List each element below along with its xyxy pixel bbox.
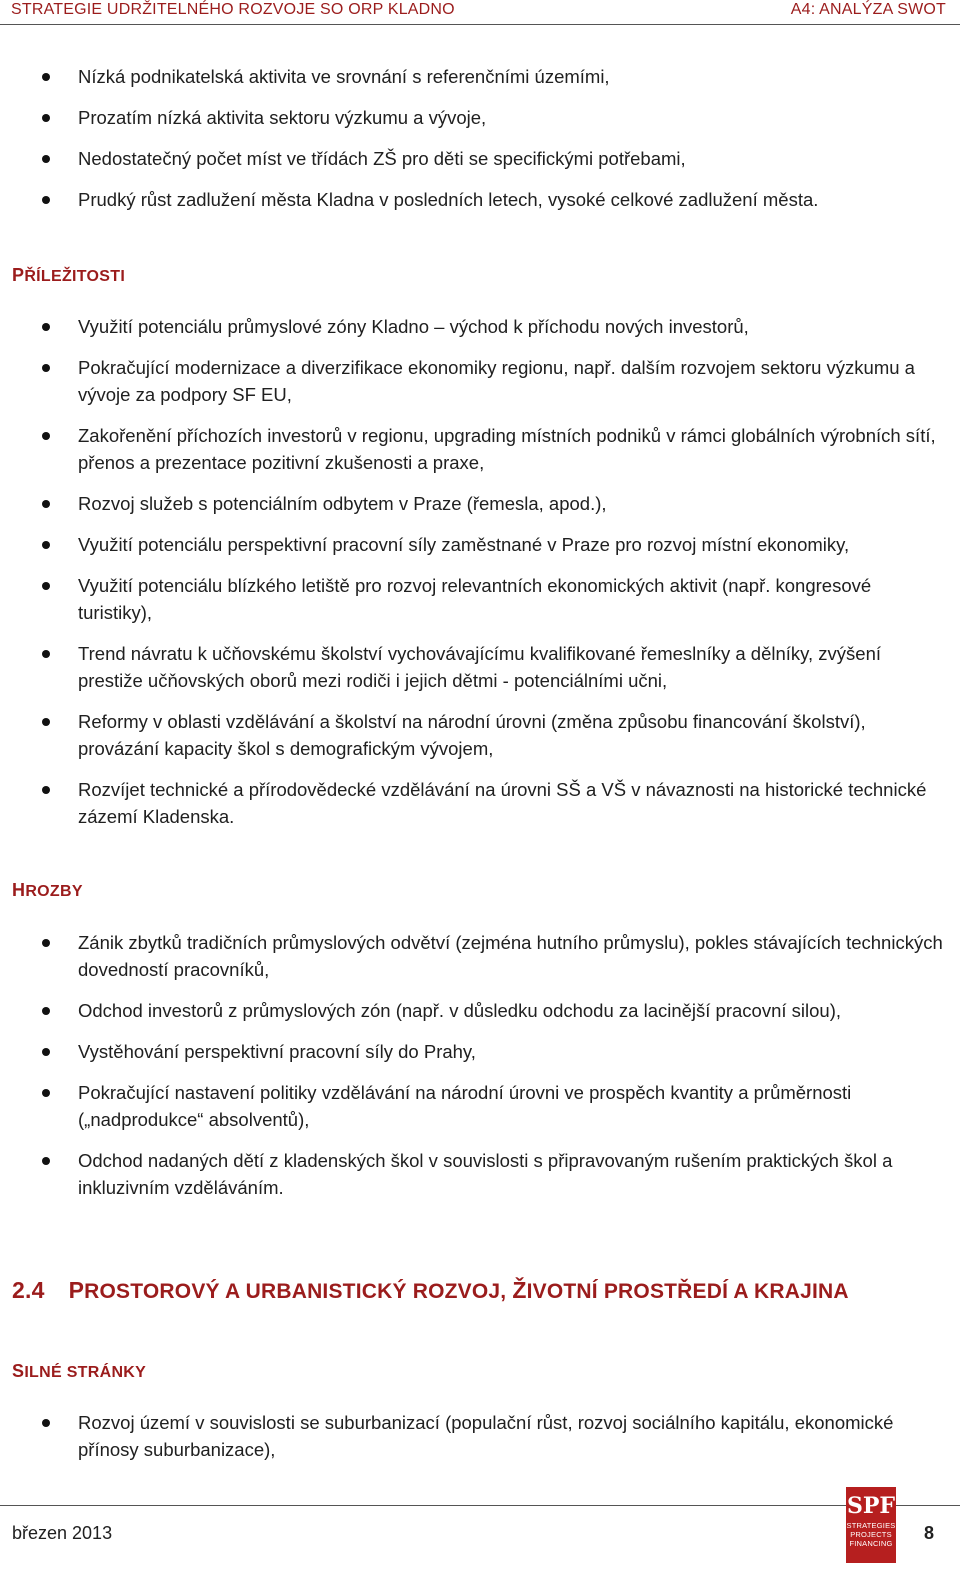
- heading-initial: P: [68, 1277, 85, 1303]
- heading-rest: ROZBY: [25, 883, 83, 900]
- list-item: Rozvoj území v souvislosti se suburbanizací (populační růst, rozvoj sociálního kapitálu, ekonomické přínosy suburbanizace),: [0, 1409, 960, 1463]
- opportunities-list: [0, 313, 960, 844]
- logo-mark: SPF: [846, 1493, 896, 1519]
- heading-rest: ŘÍLEŽITOSTI: [24, 268, 126, 285]
- footer-page-number: 8: [923, 1523, 934, 1543]
- list-item: Zakořenění příchozích investorů v regionu, upgrading místních podniků v rámci globálních výrobních sítí, přenos a prezentace pozitivní zkušenosti a praxe,: [0, 422, 960, 476]
- header-document-title: STRATEGIE UDRŽITELNÉHO ROZVOJE SO ORP KLADNO: [11, 1, 455, 18]
- logo-line: STRATEGIES: [846, 1521, 896, 1530]
- logo-line: PROJECTS: [850, 1530, 892, 1539]
- list-item: Odchod investorů z průmyslových zón (např. v důsledku odchodu za lacinější pracovní silou),: [0, 997, 960, 1024]
- list-item: Nízká podnikatelská aktivita ve srovnání s referenčními územími,: [0, 63, 960, 90]
- page-header: [0, 0, 960, 25]
- list-item: Rozvoj služeb s potenciálním odbytem v Praze (řemesla, apod.),: [0, 490, 960, 517]
- heading-rest: ROSTOROVÝ A URBANISTICKÝ ROZVOJ: [84, 1280, 501, 1303]
- heading-initial: H: [12, 880, 26, 900]
- footer-divider: [0, 1505, 960, 1506]
- list-item: Vystěhování perspektivní pracovní síly do Prahy,: [0, 1038, 960, 1065]
- section-heading-strengths: [12, 1361, 146, 1382]
- list-item: Prudký růst zadlužení města Kladna v posledních letech, vysoké celkové zadlužení města.: [0, 186, 960, 213]
- section-heading-threats: [12, 880, 83, 901]
- threats-list: [0, 929, 960, 1215]
- heading-initial: S: [12, 1361, 25, 1381]
- heading-initial: P: [12, 265, 25, 285]
- list-item: Reformy v oblasti vzdělávání a školství na národní úrovni (změna způsobu financování školství), provázání kapacity škol s demografickým vývojem,: [0, 708, 960, 762]
- list-item: Pokračující modernizace a diverzifikace ekonomiky regionu, např. dalším rozvojem sektoru výzkumu a vývoje za podpory SF EU,: [0, 354, 960, 408]
- strengths-list: [0, 1409, 960, 1477]
- section-heading-opportunities: [12, 265, 125, 286]
- list-item: Odchod nadaných dětí z kladenských škol v souvislosti s připravovaným rušením praktických škol a inkluzivním vzděláváním.: [0, 1147, 960, 1201]
- list-item: Využití potenciálu průmyslové zóny Kladno – východ k příchodu nových investorů,: [0, 313, 960, 340]
- chapter-heading: [12, 1277, 849, 1304]
- list-item: Rozvíjet technické a přírodovědecké vzdělávání na úrovni SŠ a VŠ v návaznosti na historické technické zázemí Kladenska.: [0, 776, 960, 830]
- list-item: Prozatím nízká aktivita sektoru výzkumu a vývoje,: [0, 104, 960, 131]
- logo-line: FINANCING: [849, 1539, 893, 1548]
- heading-rest: ILNÉ STRÁNKY: [24, 1364, 147, 1381]
- heading-initial: Ž: [512, 1277, 527, 1303]
- heading-rest: IVOTNÍ PROSTŘEDÍ A KRAJINA: [526, 1280, 849, 1303]
- weaknesses-list: [0, 63, 960, 227]
- list-item: Pokračující nastavení politiky vzdělávání na národní úrovni ve prospěch kvantity a průměrnosti („nadprodukce“ absolventů),: [0, 1079, 960, 1133]
- spf-logo: [846, 1487, 896, 1563]
- chapter-number: 2.4: [12, 1277, 45, 1303]
- header-section-title: A4: ANALÝZA SWOT: [790, 1, 946, 18]
- footer-date: březen 2013: [12, 1523, 113, 1543]
- list-item: Nedostatečný počet míst ve třídách ZŠ pro děti se specifickými potřebami,: [0, 145, 960, 172]
- list-item: Trend návratu k učňovskému školství vychovávajícímu kvalifikované řemeslníky a dělníky, zvýšení prestiže učňovských oborů mezi rodiči i jejich dětmi - potenciálními učni,: [0, 640, 960, 694]
- list-item: Využití potenciálu blízkého letiště pro rozvoj relevantních ekonomických aktivit (např. kongresové turistiky),: [0, 572, 960, 626]
- list-item: Využití potenciálu perspektivní pracovní síly zaměstnané v Praze pro rozvoj místní ekonomiky,: [0, 531, 960, 558]
- list-item: Zánik zbytků tradičních průmyslových odvětví (zejména hutního průmyslu), pokles stávajících technických dovedností pracovníků,: [0, 929, 960, 983]
- heading-separator: ,: [500, 1280, 513, 1303]
